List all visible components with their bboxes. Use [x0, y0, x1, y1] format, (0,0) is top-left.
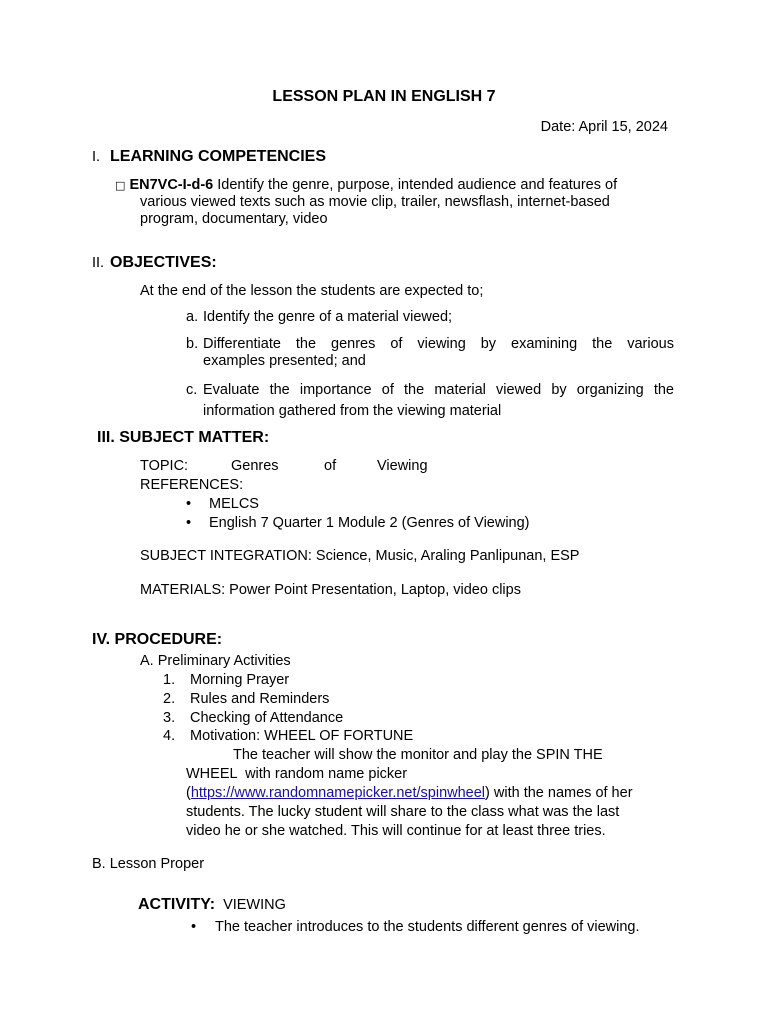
section-2-numeral: II.: [92, 255, 105, 271]
section-4-heading: IV. PROCEDURE:: [92, 631, 223, 648]
bullet-dot: •: [186, 515, 192, 531]
step-text: Morning Prayer: [190, 672, 290, 688]
competency-code: EN7VC-I-d-6: [129, 177, 214, 193]
objective-text-cont: examples presented; and: [203, 353, 366, 369]
step-number: 1.: [163, 672, 176, 688]
topic-word: Viewing: [377, 458, 428, 474]
step-number: 3.: [163, 710, 176, 726]
motivation-text-5: video he or she watched. This will continue for at least three tries.: [186, 823, 606, 839]
motivation-text-4: students. The lucky student will share to the class what was the last: [186, 804, 620, 820]
objective-text-cont: information gathered from the viewing material: [203, 403, 502, 419]
objective-text: Evaluate the importance of the material viewed by organizing the: [203, 382, 674, 398]
step-text: Checking of Attendance: [190, 710, 344, 726]
topic-word: TOPIC:: [140, 458, 189, 474]
spinwheel-link[interactable]: https://www.randomnamepicker.net/spinwheel: [190, 785, 486, 801]
materials: MATERIALS: Power Point Presentation, Laptop, video clips: [140, 582, 521, 598]
motivation-text-3-rest: ) with the names of her: [485, 785, 633, 801]
references-label: REFERENCES:: [140, 477, 244, 493]
objective-label: a.: [186, 309, 199, 325]
objective-text: Differentiate the genres of viewing by examining the various: [203, 336, 674, 352]
subject-integration: SUBJECT INTEGRATION: Science, Music, Araling Panlipunan, ESP: [140, 548, 580, 564]
sub-heading-preliminary: A. Preliminary Activities: [140, 653, 291, 669]
objectives-intro: At the end of the lesson the students are expected to;: [140, 283, 484, 299]
sub-heading-lesson-proper: B. Lesson Proper: [92, 856, 205, 872]
lesson-date: Date: April 15, 2024: [540, 119, 668, 135]
competency-text-3: program, documentary, video: [140, 211, 328, 227]
bullet-dot: •: [186, 496, 192, 512]
bullet-dot: •: [191, 919, 197, 935]
activity-line: [138, 896, 286, 914]
competency-text-2: various viewed texts such as movie clip, trailer, newsflash, internet-based: [140, 194, 610, 210]
section-2-heading: OBJECTIVES:: [110, 254, 217, 271]
section-1-heading: LEARNING COMPETENCIES: [110, 148, 327, 165]
document-title: LESSON PLAN IN ENGLISH 7: [272, 88, 496, 105]
reference-item: English 7 Quarter 1 Module 2 (Genres of Viewing): [209, 515, 530, 531]
topic-word: Genres: [231, 458, 279, 474]
activity-bullet-text: The teacher introduces to the students different genres of viewing.: [215, 919, 640, 935]
paren-open: (: [186, 785, 191, 801]
objective-label: c.: [186, 382, 198, 398]
competency-text-1: Identify the genre, purpose, intended audience and features of: [217, 177, 618, 193]
motivation-text-1: The teacher will show the monitor and play the SPIN THE: [233, 747, 603, 763]
section-1-numeral: I.: [92, 149, 101, 165]
objective-text: Identify the genre of a material viewed;: [203, 309, 453, 325]
motivation-text-2: WHEEL with random name picker: [186, 766, 408, 782]
step-text: Rules and Reminders: [190, 691, 330, 707]
checkbox-glyph-icon: □: [115, 179, 126, 192]
section-3-heading: III. SUBJECT MATTER:: [97, 429, 270, 446]
step-number: 2.: [163, 691, 176, 707]
step-text: Motivation: WHEEL OF FORTUNE: [190, 728, 414, 744]
reference-item: MELCS: [209, 496, 259, 512]
activity-value: VIEWING: [223, 897, 286, 913]
activity-label: ACTIVITY:: [138, 896, 216, 913]
motivation-text-3: [186, 784, 633, 802]
objective-label: b.: [186, 336, 199, 352]
step-number: 4.: [163, 728, 176, 744]
topic-word: of: [324, 458, 337, 474]
